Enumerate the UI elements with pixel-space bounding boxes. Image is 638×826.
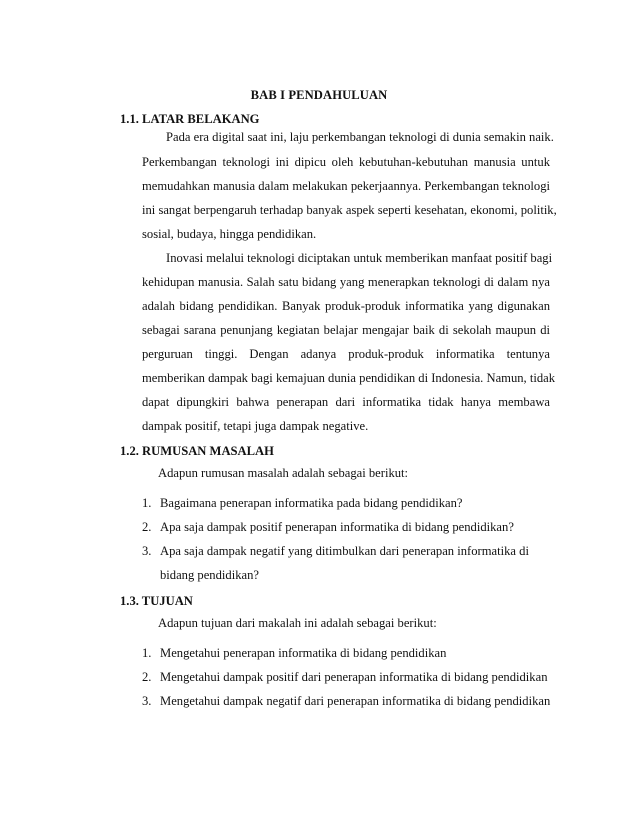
list-item bbox=[142, 496, 462, 511]
list-item bbox=[142, 694, 550, 709]
list-item bbox=[142, 670, 548, 685]
list-number: 3. bbox=[142, 694, 152, 708]
paragraph-line: Perkembangan teknologi ini dipicu oleh kebutuhan-kebutuhan manusia untuk bbox=[142, 155, 550, 169]
section-heading-rumusan-masalah: 1.2. RUMUSAN MASALAH bbox=[120, 444, 274, 458]
section-intro: Adapun rumusan masalah adalah sebagai berikut: bbox=[158, 466, 409, 480]
list-text: Mengetahui penerapan informatika di bidang pendidikan bbox=[160, 646, 447, 660]
list-number: 2. bbox=[142, 670, 152, 684]
section-heading-tujuan: 1.3. TUJUAN bbox=[120, 594, 193, 608]
paragraph-line: adalah bidang pendidikan. Banyak produk-produk informatika yang digunakan bbox=[142, 299, 550, 313]
list-text: Apa saja dampak negatif yang ditimbulkan dari penerapan informatika di bbox=[160, 544, 529, 558]
list-text: Mengetahui dampak positif dari penerapan informatika di bidang pendidikan bbox=[160, 670, 548, 684]
list-text: Bagaimana penerapan informatika pada bidang pendidikan? bbox=[160, 496, 463, 510]
list-item bbox=[142, 544, 529, 559]
paragraph-line: perguruan tinggi. Dengan adanya produk-produk informatika tentunya bbox=[142, 347, 550, 361]
paragraph-line: memberikan dampak bagi kemajuan dunia pendidikan di Indonesia. Namun, tidak bbox=[142, 371, 556, 385]
list-number: 3. bbox=[142, 544, 152, 558]
paragraph-line: Inovasi melalui teknologi diciptakan untuk memberikan manfaat positif bagi bbox=[166, 251, 553, 265]
section-heading-latar-belakang: 1.1. LATAR BELAKANG bbox=[120, 112, 260, 126]
paragraph-line: ini sangat berpengaruh terhadap banyak aspek seperti kesehatan, ekonomi, politik, bbox=[142, 203, 557, 217]
paragraph-line: sebagai sarana penunjang kegiatan belajar mengajar baik di sekolah maupun di bbox=[142, 323, 550, 337]
list-number: 1. bbox=[142, 646, 152, 660]
list-item-continuation: bidang pendidikan? bbox=[160, 568, 259, 582]
list-text: Mengetahui dampak negatif dari penerapan informatika di bidang pendidikan bbox=[160, 694, 551, 708]
paragraph-line: memudahkan manusia dalam melakukan pekerjaannya. Perkembangan teknologi bbox=[142, 179, 550, 193]
chapter-title: BAB I PENDAHULUAN bbox=[250, 88, 388, 102]
paragraph-line: Pada era digital saat ini, laju perkembangan teknologi di dunia semakin naik. bbox=[166, 130, 554, 144]
paragraph-line: sosial, budaya, hingga pendidikan. bbox=[142, 227, 317, 241]
paragraph-line: dampak positif, tetapi juga dampak negative. bbox=[142, 419, 369, 433]
list-number: 2. bbox=[142, 520, 152, 534]
list-number: 1. bbox=[142, 496, 152, 510]
paragraph-line: kehidupan manusia. Salah satu bidang yang menerapkan teknologi di dalam nya bbox=[142, 275, 550, 289]
list-item bbox=[142, 646, 446, 661]
list-item bbox=[142, 520, 514, 535]
paragraph-line: dapat dipungkiri bahwa penerapan dari informatika tidak hanya membawa bbox=[142, 395, 550, 409]
list-text: Apa saja dampak positif penerapan informatika di bidang pendidikan? bbox=[160, 520, 514, 534]
section-intro: Adapun tujuan dari makalah ini adalah sebagai berikut: bbox=[158, 616, 437, 630]
